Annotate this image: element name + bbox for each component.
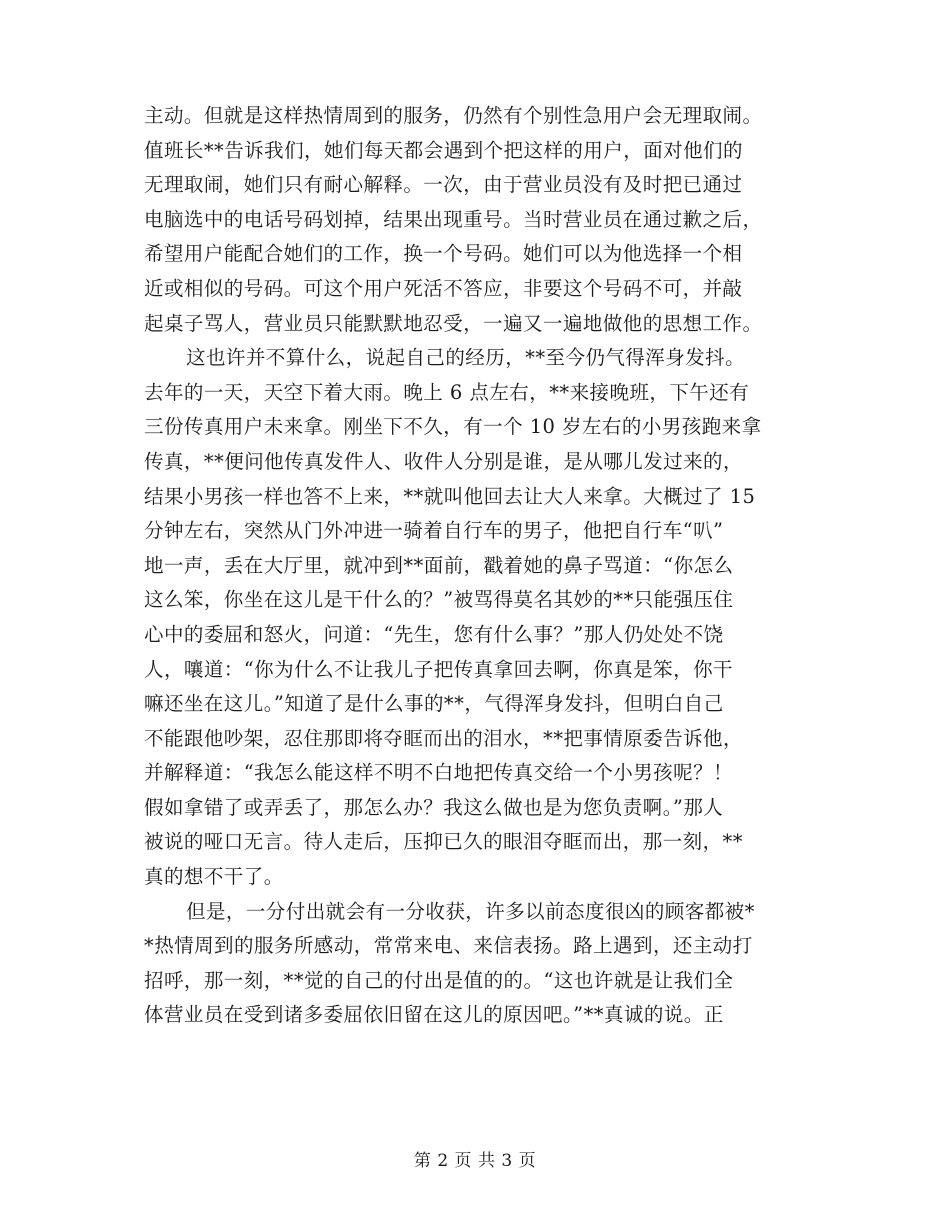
paragraph-first-line: 这也许并不算什么，说起自己的经历，**至今仍气得浑身发抖。 — [186, 346, 746, 370]
text-line: 希望用户能配合她们的工作，换一个号码。她们可以为他选择一个相 — [144, 242, 743, 266]
text-line: 值班长**告诉我们，她们每天都会遇到个把这样的用户，面对他们的 — [144, 138, 743, 162]
text-line: 体营业员在受到诸多委屈依旧留在这儿的原因吧。”**真诚的说。正 — [144, 1003, 724, 1027]
text-line: 无理取闹，她们只有耐心解释。一次，由于营业员没有及时把已通过 — [144, 173, 743, 197]
text-line: 被说的哑口无言。待人走后，压抑已久的眼泪夺眶而出，那一刻，** — [144, 830, 743, 854]
text-line: 假如拿错了或弄丢了，那怎么办？我这么做也是为您负责啊。”那人 — [144, 795, 724, 819]
text-line: *热情周到的服务所感动，常常来电、来信表扬。路上遇到，还主动打 — [144, 934, 753, 958]
text-line: 这么笨，你坐在这儿是干什么的？”被骂得莫名其妙的**只能强压住 — [144, 588, 734, 612]
text-line: 分钟左右，突然从门外冲进一骑着自行车的男子，他把自行车“叭” — [144, 519, 724, 543]
text-line: 传真，**便问他传真发件人、收件人分别是谁，是从哪儿发过来的， — [144, 449, 743, 473]
text-line: 近或相似的号码。可这个用户死活不答应，非要这个号码不可，并敲 — [144, 276, 743, 300]
text-line: 心中的委屈和怒火，问道：“先生，您有什么事？”那人仍处处不饶 — [144, 622, 724, 646]
document-body — [144, 99, 804, 1033]
text-line: 去年的一天，天空下着大雨。晚上 6 点左右，**来接晚班，下午还有 — [144, 380, 750, 404]
text-line: 电脑选中的电话号码划掉，结果出现重号。当时营业员在通过歉之后， — [144, 207, 763, 231]
text-line: 并解释道：“我怎么能这样不明不白地把传真交给一个小男孩呢？！ — [144, 761, 733, 785]
text-line: 地一声，丢在大厅里，就冲到**面前，戳着她的鼻子骂道：“你怎么 — [144, 553, 734, 577]
text-line: 起桌子骂人，营业员只能默默地忍受，一遍又一遍地做他的思想工作。 — [144, 311, 763, 335]
text-line: 主动。但就是这样热情周到的服务，仍然有个别性急用户会无理取闹。 — [144, 104, 763, 127]
text-line: 真的想不干了。 — [144, 865, 284, 889]
text-line: 人，嚷道：“你为什么不让我儿子把传真拿回去啊，你真是笨，你干 — [144, 657, 733, 681]
text-line: 不能跟他吵架，忍住那即将夺眶而出的泪水，**把事情原委告诉他， — [144, 726, 743, 750]
text-line: 招呼，那一刻，**觉的自己的付出是值的的。“这也许就是让我们全 — [144, 968, 734, 992]
paragraph-first-line: 但是，一分付出就会有一分收获，许多以前态度很凶的顾客都被* — [186, 899, 755, 923]
text-line: 三份传真用户未来拿。刚坐下不久，有一个 10 岁左右的小男孩跑来拿 — [144, 415, 762, 439]
page-number-footer: 第 2 页 共 3 页 — [413, 1151, 537, 1171]
text-line: 嘛还坐在这儿。”知道了是什么事的**，气得浑身发抖，但明白自己 — [144, 692, 724, 716]
text-line: 结果小男孩一样也答不上来，**就叫他回去让大人来拿。大概过了 15 — [144, 484, 756, 508]
